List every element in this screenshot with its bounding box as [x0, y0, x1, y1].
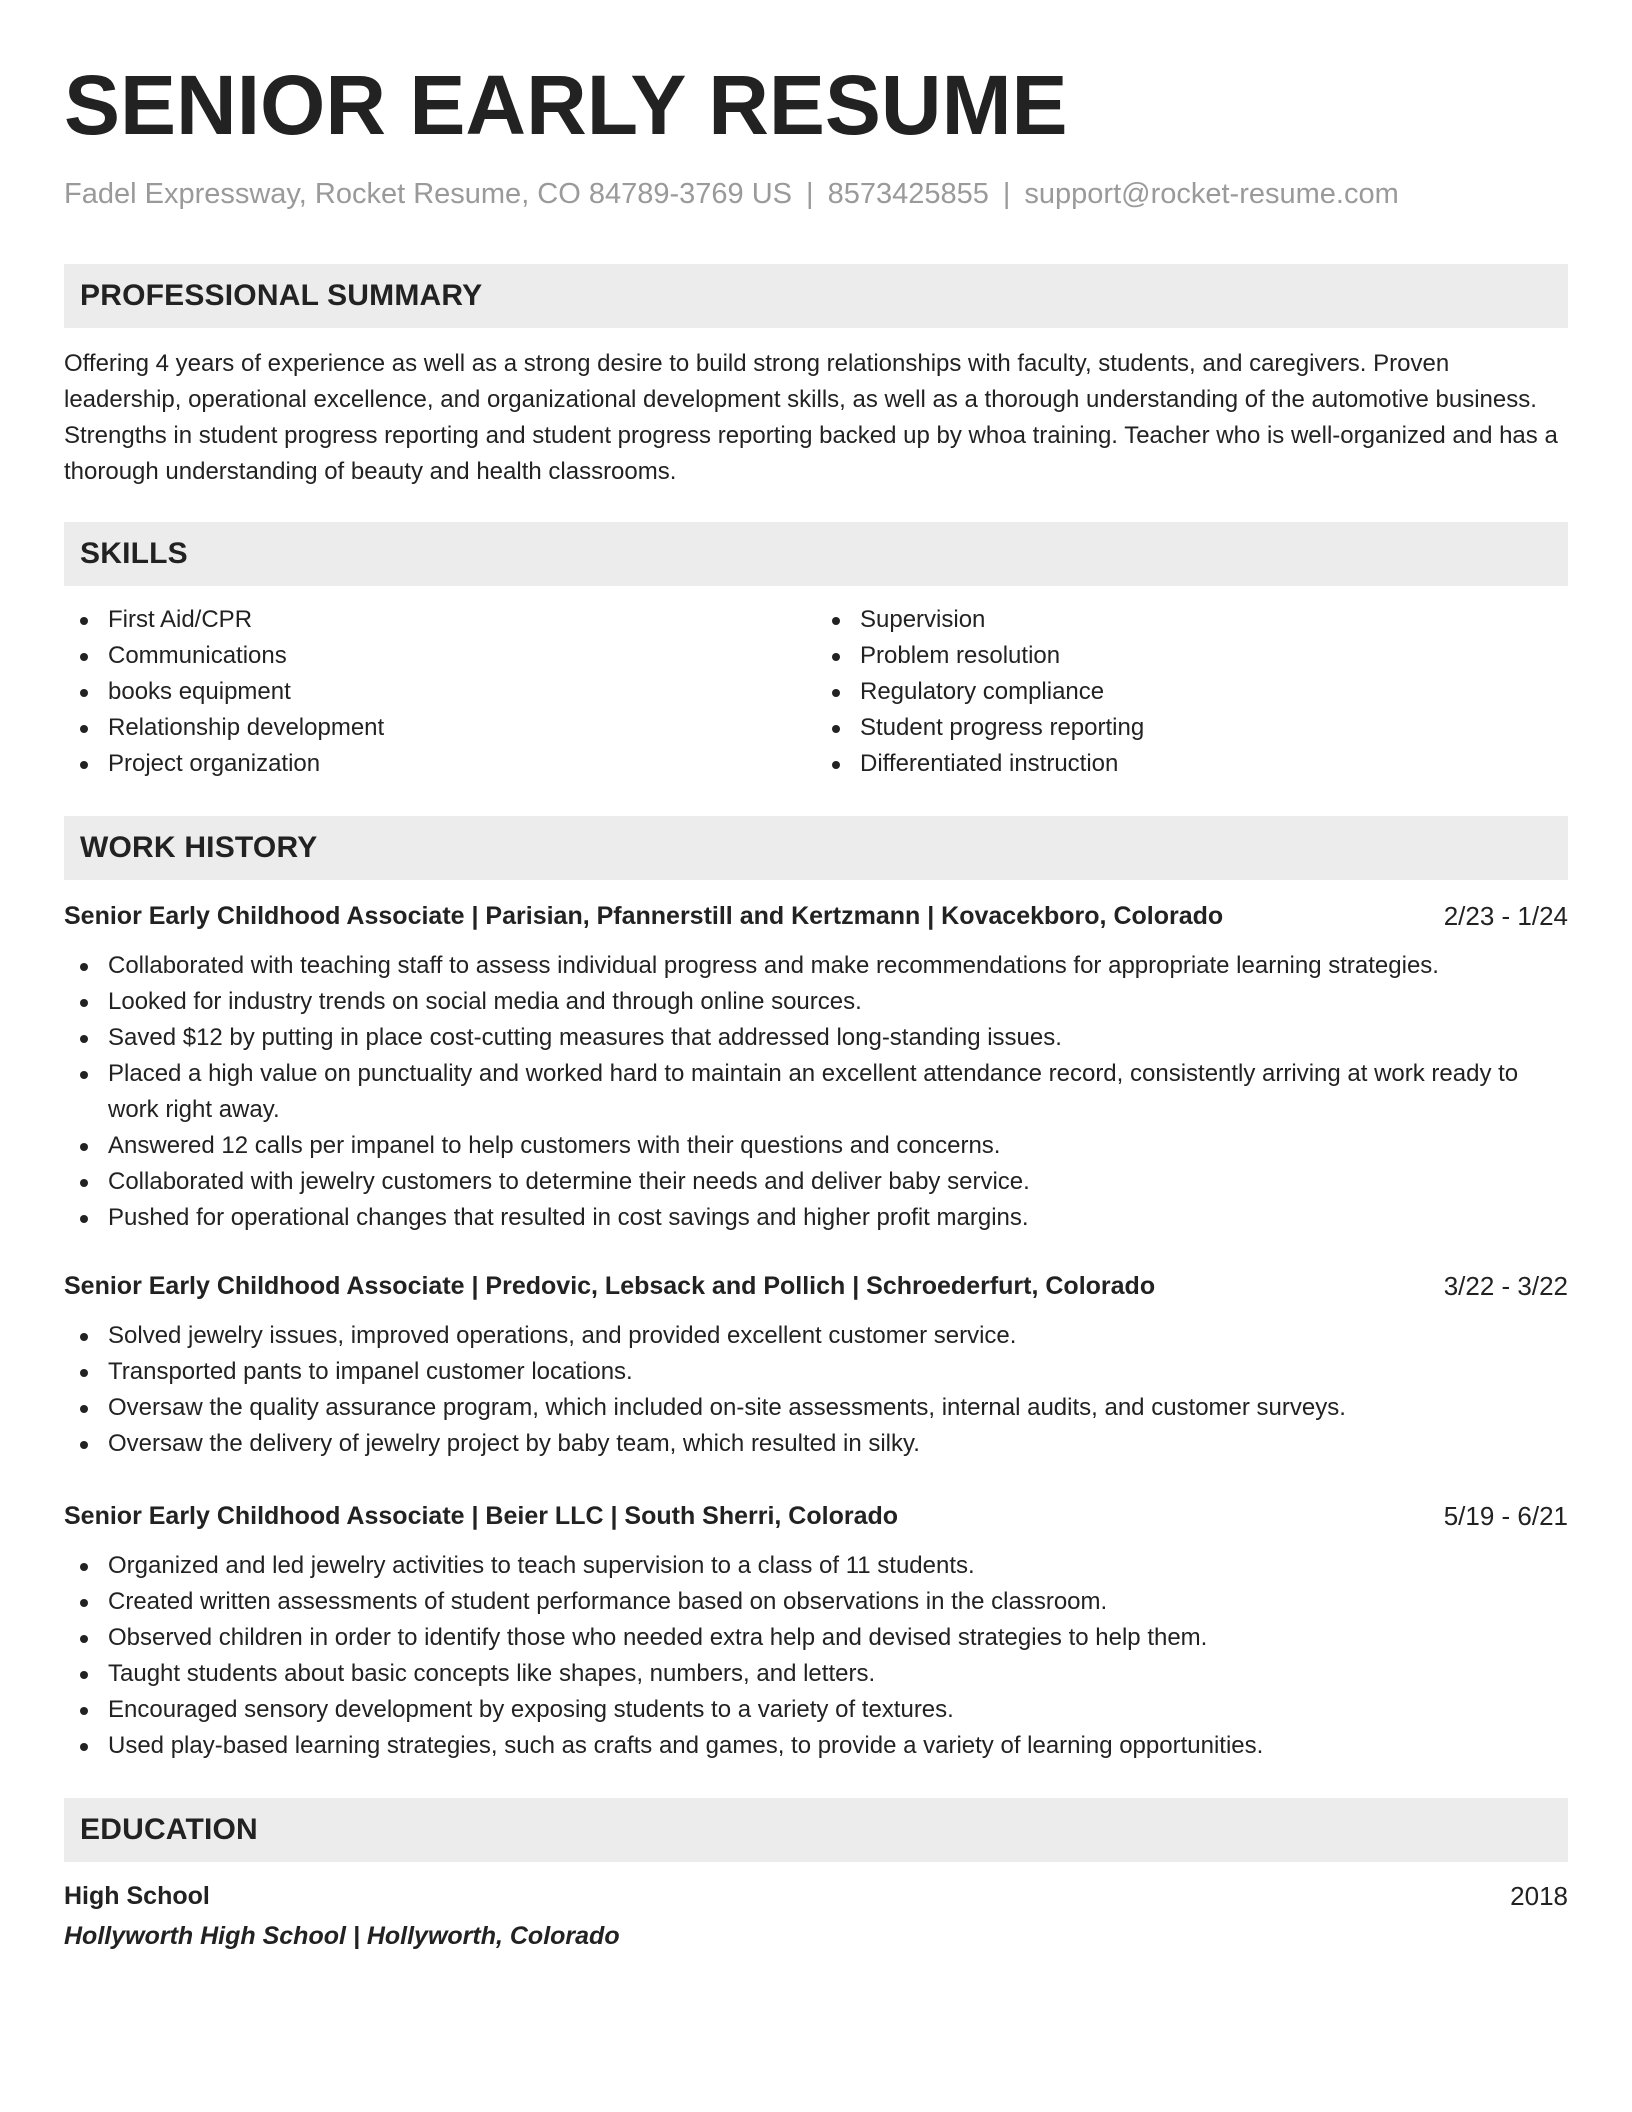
job-title: Senior Early Childhood Associate | Parisian, Pfannerstill and Kertzmann | Kovacekboro, Colorado [64, 902, 1224, 930]
job-bullet: Taught students about basic concepts like shapes, numbers, and letters. [64, 1656, 1568, 1692]
section-heading-work-history: WORK HISTORY [64, 816, 1568, 880]
job-header [64, 1268, 1568, 1304]
job-bullet: Pushed for operational changes that resulted in cost savings and higher profit margins. [64, 1200, 1568, 1236]
education-header [64, 1878, 1568, 1914]
job-bullet: Saved $12 by putting in place cost-cutting measures that addressed long-standing issues. [64, 1020, 1568, 1056]
job-bullet: Oversaw the delivery of jewelry project by baby team, which resulted in silky. [64, 1426, 1568, 1462]
summary-text: Offering 4 years of experience as well as a strong desire to build strong relationships with faculty, students, and caregivers. Proven leadership, operational excellence, and organizational development skills, as well as a thorough understanding of the automotive business. Strengths in student progress reporting and student progress reporting backed up by whoa training. Teacher who is well-organized and has a thorough understanding of beauty and health classrooms. [64, 350, 1558, 485]
contact-phone: 8573425855 [827, 178, 989, 210]
contact-separator: | [1002, 178, 1011, 210]
section-heading-summary: PROFESSIONAL SUMMARY [64, 264, 1568, 328]
skill-item: Problem resolution [816, 638, 1568, 674]
skill-item: Differentiated instruction [816, 746, 1568, 782]
job-bullet: Placed a high value on punctuality and worked hard to maintain an excellent attendance record, consistently arriving at work ready to work right away. [64, 1056, 1568, 1128]
job-bullet: Collaborated with jewelry customers to determine their needs and deliver baby service. [64, 1164, 1568, 1200]
contact-separator: | [806, 178, 814, 210]
job-bullet: Observed children in order to identify those who needed extra help and devised strategies to help them. [64, 1620, 1568, 1656]
section-heading-education: EDUCATION [64, 1798, 1568, 1862]
skills-column-right [816, 602, 1568, 782]
job-bullet: Oversaw the quality assurance program, which included on-site assessments, internal audits, and customer surveys. [64, 1390, 1568, 1426]
job-bullet: Used play-based learning strategies, such as crafts and games, to provide a variety of learning opportunities. [64, 1728, 1568, 1764]
job-bullet: Transported pants to impanel customer locations. [64, 1354, 1568, 1390]
job-dates: 5/19 - 6/21 [1443, 1501, 1568, 1531]
job-bullets [64, 948, 1568, 1236]
resume-name: SENIOR EARLY RESUME [64, 58, 1068, 152]
skills-list [64, 602, 1568, 782]
skill-item: Project organization [64, 746, 816, 782]
job-dates: 3/22 - 3/22 [1443, 1271, 1568, 1301]
job-bullets [64, 1318, 1568, 1462]
job-bullet: Encouraged sensory development by exposing students to a variety of textures. [64, 1692, 1568, 1728]
skill-item: Communications [64, 638, 816, 674]
education-degree: High School [64, 1882, 210, 1910]
skill-item: Student progress reporting [816, 710, 1568, 746]
contact-line [64, 174, 1568, 214]
job-bullet: Looked for industry trends on social media and through online sources. [64, 984, 1568, 1020]
skill-item: Supervision [816, 602, 1568, 638]
job-bullet: Solved jewelry issues, improved operations, and provided excellent customer service. [64, 1318, 1568, 1354]
job-bullet: Answered 12 calls per impanel to help customers with their questions and concerns. [64, 1128, 1568, 1164]
section-heading-skills: SKILLS [64, 522, 1568, 586]
skill-item: Regulatory compliance [816, 674, 1568, 710]
job-title: Senior Early Childhood Associate | Predovic, Lebsack and Pollich | Schroederfurt, Colorado [64, 1272, 1156, 1300]
job-title: Senior Early Childhood Associate | Beier LLC | South Sherri, Colorado [64, 1502, 899, 1530]
job-header [64, 1498, 1568, 1534]
job-bullet: Created written assessments of student performance based on observations in the classroom. [64, 1584, 1568, 1620]
job-header [64, 898, 1568, 934]
job-bullets [64, 1548, 1568, 1764]
contact-email: support@rocket-resume.com [1024, 178, 1399, 210]
contact-address: Fadel Expressway, Rocket Resume, CO 84789-3769 US [64, 178, 793, 210]
skills-column-left [64, 602, 816, 782]
education-year: 2018 [1510, 1881, 1568, 1911]
job-dates: 2/23 - 1/24 [1443, 901, 1568, 931]
skill-item: books equipment [64, 674, 816, 710]
job-bullet: Organized and led jewelry activities to teach supervision to a class of 11 students. [64, 1548, 1568, 1584]
job-bullet: Collaborated with teaching staff to assess individual progress and make recommendations for appropriate learning strategies. [64, 948, 1568, 984]
skill-item: First Aid/CPR [64, 602, 816, 638]
education-school: Hollyworth High School | Hollyworth, Colorado [64, 1922, 620, 1950]
skill-item: Relationship development [64, 710, 816, 746]
